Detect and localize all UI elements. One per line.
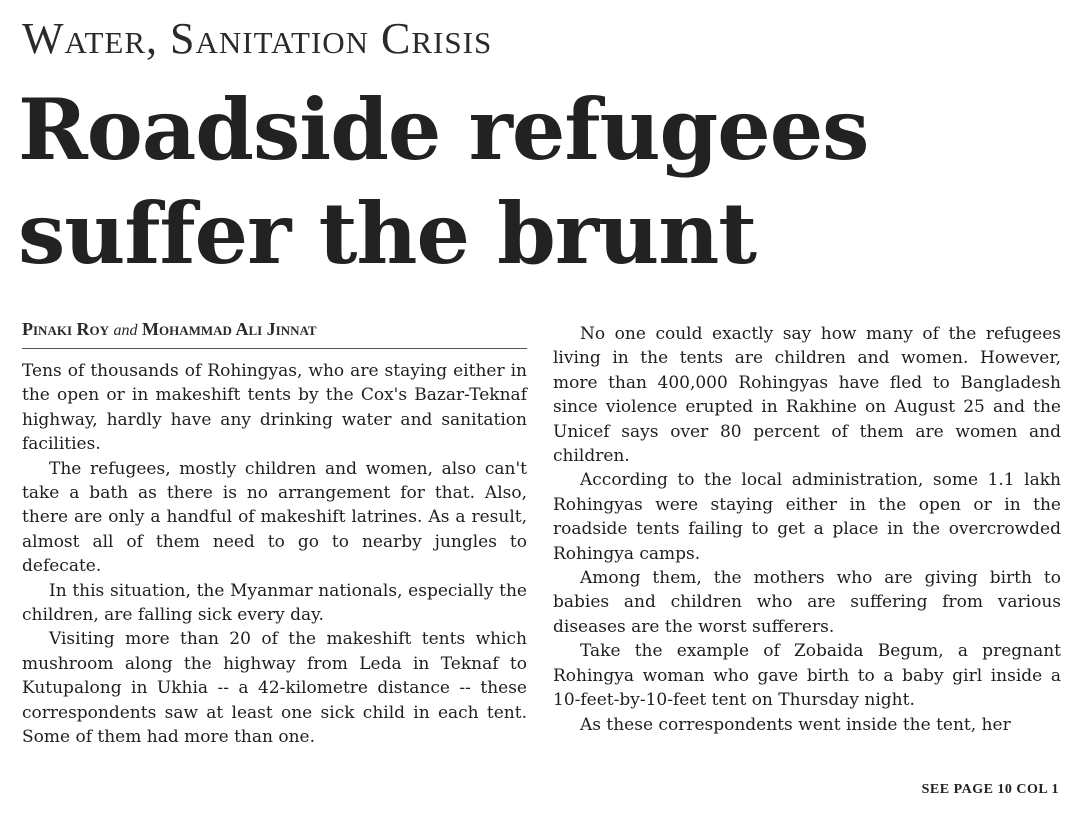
paragraph: Among them, the mothers who are giving birth to babies and children who are suffering from various diseases are the worst sufferers. — [553, 568, 1061, 637]
headline — [18, 78, 868, 286]
left-column — [22, 318, 527, 750]
paragraph: According to the local administration, some 1.1 lakh Rohingyas were staying either in the open or in the roadside tents failing to get a place in the overcrowded Rohingya camps. — [553, 470, 1061, 564]
byline — [22, 318, 527, 349]
continuation-line: SEE PAGE 10 COL 1 — [921, 782, 1059, 797]
byline-author-1: Pinaki Roy — [22, 319, 110, 339]
paragraph: Take the example of Zobaida Begum, a pregnant Rohingya woman who gave birth to a baby girl inside a 10-feet-by-10-feet tent on Thursday night. — [553, 641, 1061, 711]
paragraph: Visiting more than 20 of the makeshift tents which mushroom along the highway from Leda in Teknaf to Kutupalong in Ukhia -- a 42-kilometre distance -- these correspondents saw at least one sick child in each tent. Some of them had more than one. — [22, 629, 527, 748]
byline-author-2: Mohammad Ali Jinnat — [142, 319, 317, 339]
paragraph: The refugees, mostly children and women, also can't take a bath as there is no arrangement for that. Also, there are only a handful of makeshift latrines. As a result, almost all of them need to go to nearby jungles to defecate. — [22, 458, 527, 577]
paragraph: In this situation, the Myanmar nationals, especially the children, are falling sick every day. — [22, 580, 527, 626]
paragraph: No one could exactly say how many of the refugees living in the tents are children and women. However, more than 400,000 Rohingyas have fled to Bangladesh since violence erupted in Rakhine on August 25 and the Unicef says over 80 percent of them are women and children. — [553, 324, 1061, 467]
headline-line-2: suffer the brunt — [18, 184, 757, 283]
paragraph: As these correspondents went inside the tent, her — [580, 714, 1011, 735]
headline-line-1: Roadside refugees — [18, 80, 869, 179]
kicker: Water, Sanitation Crisis — [22, 14, 493, 63]
paragraph: Tens of thousands of Rohingyas, who are staying either in the open or in makeshift tents by the Cox's Bazar-Teknaf highway, hardly have any drinking water and sanitation facilities. — [22, 361, 527, 455]
byline-conjunction: and — [113, 322, 138, 339]
right-column — [553, 322, 1061, 737]
